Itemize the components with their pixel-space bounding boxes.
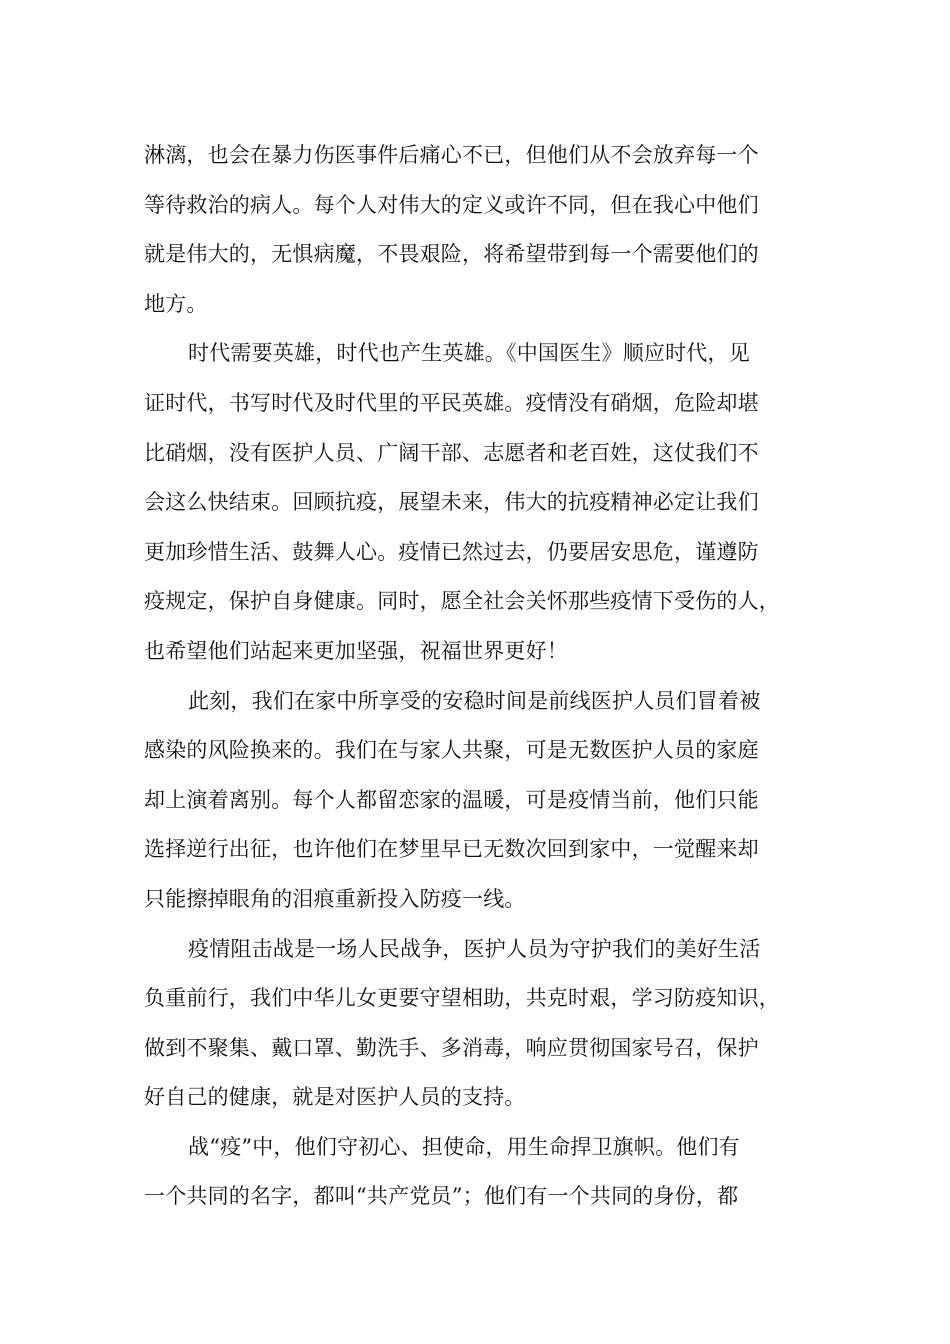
paragraph-first-line: 时代需要英雄，时代也产生英雄。《中国医生》顺应时代，见: [188, 341, 750, 366]
text-line: 等待救治的病人。每个人对伟大的定义或许不同，但在我心中他们: [144, 192, 759, 217]
text-line: 一个共同的名字，都叫“共产党员”；他们有一个共同的身份，都: [144, 1184, 739, 1209]
text-line: 做到不聚集、戴口罩、勤洗手、多消毒，响应贯彻国家号召，保护: [144, 1035, 759, 1060]
paragraph-first-line: 战“疫”中，他们守初心、担使命，用生命捍卫旗帜。他们有: [188, 1134, 740, 1159]
text-line: 也希望他们站起来更加坚强，祝福世界更好！: [144, 638, 568, 663]
text-line: 却上演着离别。每个人都留恋家的温暖，可是疫情当前，他们只能: [144, 787, 759, 812]
paragraph-first-line: 疫情阻击战是一场人民战争，医护人员为守护我们的美好生活: [188, 936, 761, 961]
text-line: 感染的风险换来的。我们在与家人共聚，可是无数医护人员的家庭: [144, 738, 759, 763]
text-line: 就是伟大的，无惧病魔，不畏艰险，将希望带到每一个需要他们的: [144, 242, 759, 267]
text-line: 更加珍惜生活、鼓舞人心。疫情已然过去，仍要居安思危，谨遵防: [144, 539, 759, 564]
text-line: 会这么快结束。回顾抗疫，展望未来，伟大的抗疫精神必定让我们: [144, 490, 759, 515]
text-line: 疫规定，保护自身健康。同时，愿全社会关怀那些疫情下受伤的人，: [144, 589, 780, 614]
text-line: 好自己的健康，就是对医护人员的支持。: [144, 1085, 526, 1110]
text-line: 比硝烟，没有医护人员、广阔干部、志愿者和老百姓，这仗我们不: [144, 440, 759, 465]
text-line: 只能擦掉眼角的泪痕重新投入防疫一线。: [144, 886, 526, 911]
text-line: 证时代，书写时代及时代里的平民英雄。疫情没有硝烟，危险却堪: [144, 390, 759, 415]
text-line: 负重前行，我们中华儿女更要守望相助，共克时艰，学习防疫知识，: [144, 986, 780, 1011]
text-line: 选择逆行出征，也许他们在梦里早已无数次回到家中，一觉醒来却: [144, 837, 759, 862]
text-line: 淋漓，也会在暴力伤医事件后痛心不已，但他们从不会放弃每一个: [144, 143, 759, 167]
paragraph-first-line: 此刻，我们在家中所享受的安稳时间是前线医护人员们冒着被: [188, 688, 761, 713]
body-text: [144, 131, 824, 1222]
text-line: 地方。: [144, 291, 208, 316]
